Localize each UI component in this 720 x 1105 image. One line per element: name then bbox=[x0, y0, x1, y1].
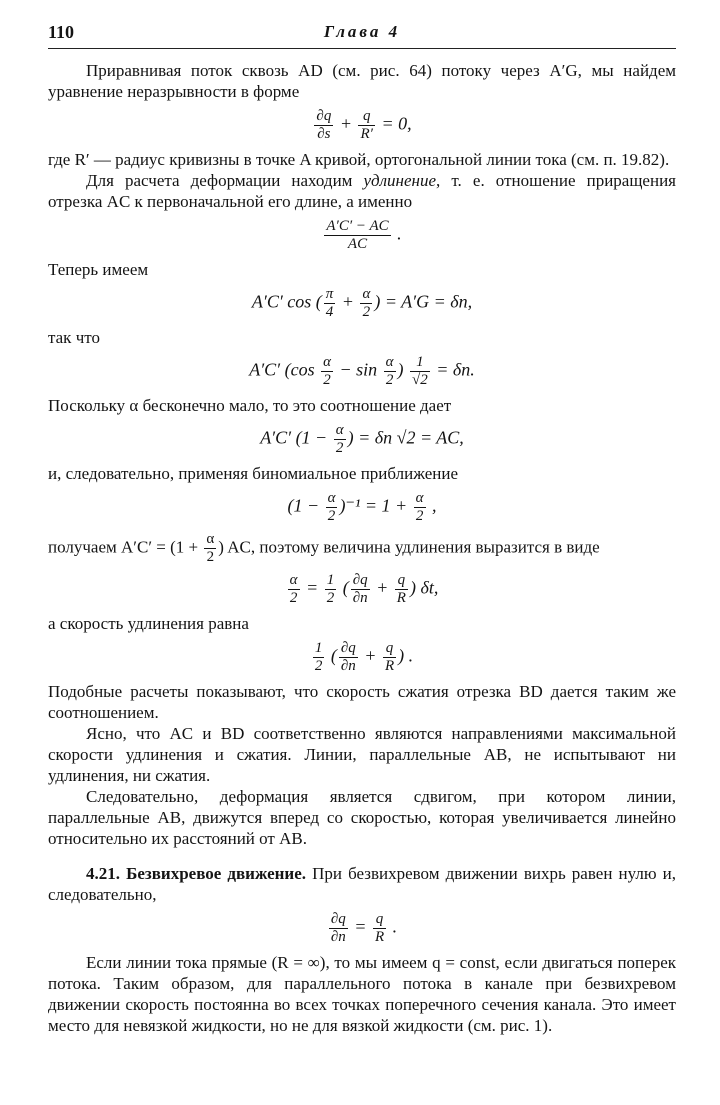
equation-cos bbox=[48, 286, 676, 321]
frac-num: α bbox=[323, 354, 331, 370]
eq-lead: A′C′ (1 − bbox=[260, 427, 332, 448]
equation-continuity bbox=[48, 108, 676, 143]
text-run: При безвихревом движении вихрь равен нулю и, следовательно, bbox=[48, 864, 676, 904]
eq-tail: . bbox=[392, 223, 402, 244]
eq-mid: − sin bbox=[334, 359, 382, 380]
paragraph: Поскольку α бесконечно мало, то это соотношение дает bbox=[48, 396, 452, 415]
text-run: Для расчета деформации находим bbox=[86, 171, 364, 190]
eq-op: + bbox=[337, 291, 359, 312]
equation-rate bbox=[48, 640, 676, 675]
eq-op: = bbox=[349, 916, 371, 937]
paragraph: а скорость удлинения равна bbox=[48, 614, 249, 633]
text-run: получаем A′C′ = (1 + bbox=[48, 537, 203, 557]
equation-binomial bbox=[48, 490, 676, 525]
frac-num: 1 bbox=[314, 640, 323, 656]
frac-num: q bbox=[385, 640, 394, 656]
section-paragraph bbox=[48, 863, 676, 905]
frac-den: ∂s bbox=[314, 125, 333, 143]
frac-num: α bbox=[385, 354, 394, 370]
paragraph: Следовательно, деформация является сдвигом, при котором линии, параллельные AB, движутся вперед со скоростью, которая увеличивается линейно относительно их расстояний от AB. bbox=[48, 787, 676, 848]
frac-den: 2 bbox=[326, 507, 338, 525]
frac-num: α bbox=[335, 422, 344, 438]
frac-num: 1 bbox=[326, 572, 335, 588]
frac-den: ∂n bbox=[352, 590, 368, 606]
frac-den: 2 bbox=[384, 371, 396, 389]
frac-den: 2 bbox=[314, 658, 323, 674]
page-number: 110 bbox=[48, 22, 75, 42]
frac-den: 2 bbox=[360, 303, 372, 321]
frac-num: α bbox=[415, 490, 424, 506]
frac-num: q bbox=[375, 911, 384, 927]
eq-tail: = δn. bbox=[431, 359, 475, 380]
frac-den: 2 bbox=[321, 371, 333, 389]
frac-den: 4 bbox=[324, 303, 336, 321]
chapter-title: Глава 4 bbox=[323, 22, 401, 41]
header-rule bbox=[48, 48, 676, 49]
frac-num: α bbox=[289, 572, 298, 588]
frac-num: q bbox=[397, 572, 406, 588]
frac-den: R bbox=[396, 590, 406, 606]
frac-num: ∂q bbox=[352, 572, 368, 588]
paragraph: Если линии тока прямые (R = ∞), то мы имеем q = const, если двигаться поперек потока. Таким образом, для параллельного потока в канале при безвихревом движении скорость постоянна во всех точках поперечного сечения канала. Это имеет место для невязкой жидкости, но не для вязкой жидкости (см. рис. 1). bbox=[48, 953, 676, 1035]
frac-den: √2 bbox=[412, 372, 428, 388]
eq-lead: A′C′ (cos bbox=[249, 359, 320, 380]
eq-mid: )⁻¹ = 1 + bbox=[339, 495, 412, 516]
frac-num: α bbox=[362, 286, 371, 302]
frac-den: ∂n bbox=[330, 929, 346, 945]
frac-num: π bbox=[325, 286, 334, 302]
eq-tail: , bbox=[427, 495, 437, 516]
frac-den: R bbox=[384, 658, 395, 674]
paragraph: Теперь имеем bbox=[48, 260, 149, 279]
eq-op: = bbox=[301, 577, 323, 598]
equation-irrotational bbox=[48, 911, 676, 946]
frac-den: R bbox=[374, 929, 385, 945]
equation-elongation bbox=[48, 218, 676, 253]
frac-den: 2 bbox=[204, 548, 216, 566]
eq-lead: (1 − bbox=[287, 495, 324, 516]
paragraph: так что bbox=[48, 328, 100, 347]
eq-tail: ) . bbox=[398, 645, 414, 666]
paragraph: Приравнивая поток сквозь AD (см. рис. 64) потоку через A′G, мы найдем уравнение неразрывности в форме bbox=[48, 61, 676, 101]
frac-num: A′C′ − AC bbox=[326, 218, 389, 234]
paragraph bbox=[48, 531, 676, 566]
equation-cos-sin bbox=[48, 354, 676, 389]
frac-num: α bbox=[206, 531, 215, 547]
page-header bbox=[48, 22, 676, 46]
frac-num: ∂q bbox=[340, 640, 356, 656]
eq-lead: A′C′ cos ( bbox=[251, 291, 322, 312]
frac-num: ∂q bbox=[316, 108, 332, 124]
paragraph: Ясно, что AC и BD соответственно являются направлениями максимальной скорости удлинения и сжатия. Линии, параллельные AB, не испытывают ни удлинения, ни сжатия. bbox=[48, 724, 676, 785]
paragraph: Подобные расчеты показывают, что скорость сжатия отрезка BD дается таким же соотношением. bbox=[48, 682, 676, 722]
eq-op: + bbox=[371, 577, 393, 598]
frac-den: AC bbox=[324, 235, 390, 253]
page-body bbox=[48, 60, 676, 1036]
frac-den: 2 bbox=[326, 590, 335, 606]
frac-den: 2 bbox=[414, 507, 426, 525]
eq-op: + bbox=[335, 113, 357, 134]
frac-den: 2 bbox=[334, 439, 346, 457]
eq-op: + bbox=[359, 645, 381, 666]
frac-num: 1 bbox=[416, 354, 424, 370]
emphasized-term: удлинение bbox=[363, 171, 437, 190]
frac-den: ∂n bbox=[340, 658, 356, 674]
paragraph: и, следовательно, применяя биномиальное приближение bbox=[48, 464, 459, 483]
equation-elongation-value bbox=[48, 572, 676, 607]
eq-tail: ) = δn √2 = AC, bbox=[347, 427, 464, 448]
frac-den: R′ bbox=[360, 126, 373, 142]
eq-op: ( bbox=[326, 645, 337, 666]
eq-op: ( bbox=[338, 577, 349, 598]
equation-small-alpha bbox=[48, 422, 676, 457]
paragraph: где R′ — радиус кривизны в точке A кривой, ортогональной линии тока (см. п. 19.82). bbox=[48, 150, 670, 169]
eq-tail: ) δt, bbox=[409, 577, 439, 598]
eq-mid: ) bbox=[397, 359, 409, 380]
text-run: , т. е. отношение приращения отрезка AC к первоначальной его длине, а именно bbox=[48, 171, 676, 211]
section-gap bbox=[48, 849, 676, 863]
frac-num: q bbox=[362, 108, 371, 124]
frac-num: ∂q bbox=[330, 911, 346, 927]
section-heading: 4.21. Безвихревое движение. bbox=[86, 864, 307, 883]
frac-num: α bbox=[327, 490, 336, 506]
eq-tail: ) = A′G = δn, bbox=[374, 291, 473, 312]
frac-den: 2 bbox=[288, 589, 300, 607]
eq-tail: = 0, bbox=[376, 113, 412, 134]
text-run: ) AC, поэтому величина удлинения выразится в виде bbox=[218, 537, 600, 557]
eq-tail: . bbox=[388, 916, 398, 937]
paragraph bbox=[48, 170, 676, 212]
